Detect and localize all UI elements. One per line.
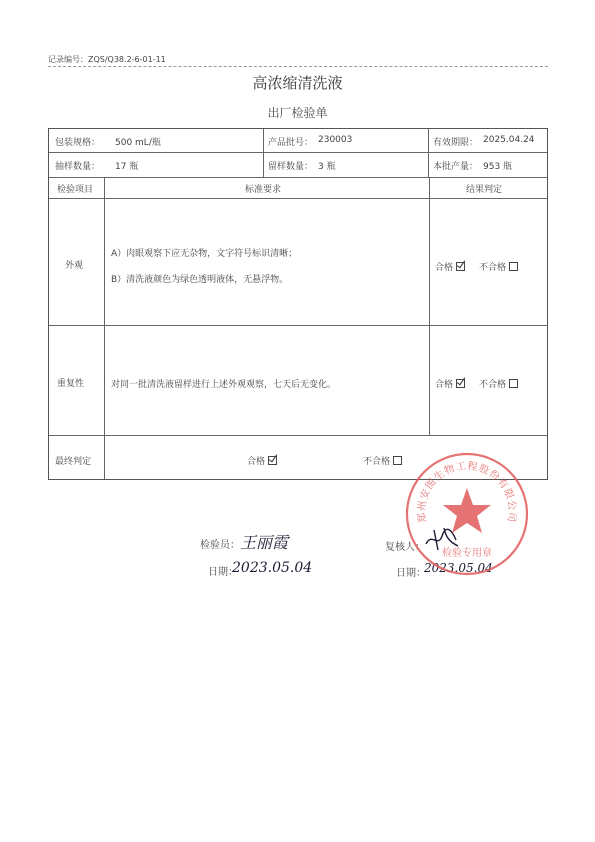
batch-number-value: 230003 — [318, 135, 353, 145]
reviewer-date-value: 2023.05.04 — [424, 561, 493, 575]
reviewer-date-label: 日期： — [396, 568, 426, 579]
col-divider — [104, 177, 105, 479]
record-number-rule — [48, 66, 548, 67]
retained-qty-value: 3 瓶 — [318, 162, 336, 172]
company-seal — [403, 450, 531, 578]
row-divider — [49, 435, 547, 436]
col-divider — [429, 177, 430, 435]
result-appearance-fail: 不合格 — [479, 260, 518, 273]
row-divider — [49, 325, 547, 326]
header-result: 结果判定 — [466, 185, 503, 195]
pass-checkbox-checked[interactable] — [456, 262, 465, 271]
final-judgement-label: 最终判定 — [55, 457, 92, 467]
header-item: 检验项目 — [57, 185, 94, 195]
fail-checkbox[interactable] — [509, 379, 518, 388]
requirement-repeatability: 对同一批清洗液留样进行上述外观观察，七天后无变化。 — [111, 380, 337, 390]
row-divider — [49, 177, 547, 178]
package-spec-label: 包装规格： — [55, 138, 101, 148]
fail-checkbox[interactable] — [393, 456, 402, 465]
seal-ring-text: 郑州安图生物工程股份有限公司 — [416, 460, 518, 524]
sample-qty-value: 17 瓶 — [115, 162, 139, 172]
reviewer-label: 复核人： — [385, 542, 425, 553]
result-appearance-pass: 合格 — [435, 260, 465, 273]
star-icon — [443, 488, 491, 533]
header-requirement: 标准要求 — [245, 185, 282, 195]
requirement-appearance-a: A）肉眼观察下应无杂物，文字符号标识清晰； — [111, 249, 298, 259]
seal-center-text: 检验专用章 — [442, 548, 492, 559]
final-pass: 合格 — [247, 454, 277, 467]
final-fail: 不合格 — [363, 454, 402, 467]
sample-qty-label: 抽样数量： — [55, 162, 101, 172]
document-subtitle: 出厂检验单 — [267, 106, 328, 120]
inspector-label: 检验员： — [200, 540, 240, 551]
pass-checkbox-checked[interactable] — [268, 456, 277, 465]
item-repeatability: 重复性 — [57, 379, 85, 389]
inspector-date-value: 2023.05.04 — [232, 560, 313, 576]
col-divider — [428, 129, 429, 177]
row-divider — [49, 152, 547, 153]
inspection-form — [48, 128, 548, 480]
expiry-value: 2025.04.24 — [483, 135, 535, 145]
row-divider — [49, 198, 547, 199]
col-divider — [263, 129, 264, 177]
batch-output-label: 本批产量： — [433, 162, 479, 172]
result-repeatability-fail: 不合格 — [479, 377, 518, 390]
batch-output-value: 953 瓶 — [483, 162, 513, 172]
record-number: 记录编号：ZQS/Q38.2-6-01-11 — [48, 55, 166, 64]
result-repeatability-pass: 合格 — [435, 377, 465, 390]
retained-qty-label: 留样数量： — [268, 162, 314, 172]
fail-checkbox[interactable] — [509, 262, 518, 271]
package-spec-value: 500 mL/瓶 — [115, 138, 161, 148]
requirement-appearance-b: B）清洗液颜色为绿色透明液体，无悬浮物。 — [111, 275, 289, 285]
inspector-date-label: 日期： — [208, 567, 238, 578]
item-appearance: 外观 — [65, 261, 84, 271]
document-title: 高浓缩清洗液 — [252, 74, 343, 92]
batch-number-label: 产品批号： — [268, 138, 314, 148]
expiry-label: 有效期限： — [433, 138, 479, 148]
inspector-signature: 王丽霞 — [240, 533, 289, 552]
pass-checkbox-checked[interactable] — [456, 379, 465, 388]
